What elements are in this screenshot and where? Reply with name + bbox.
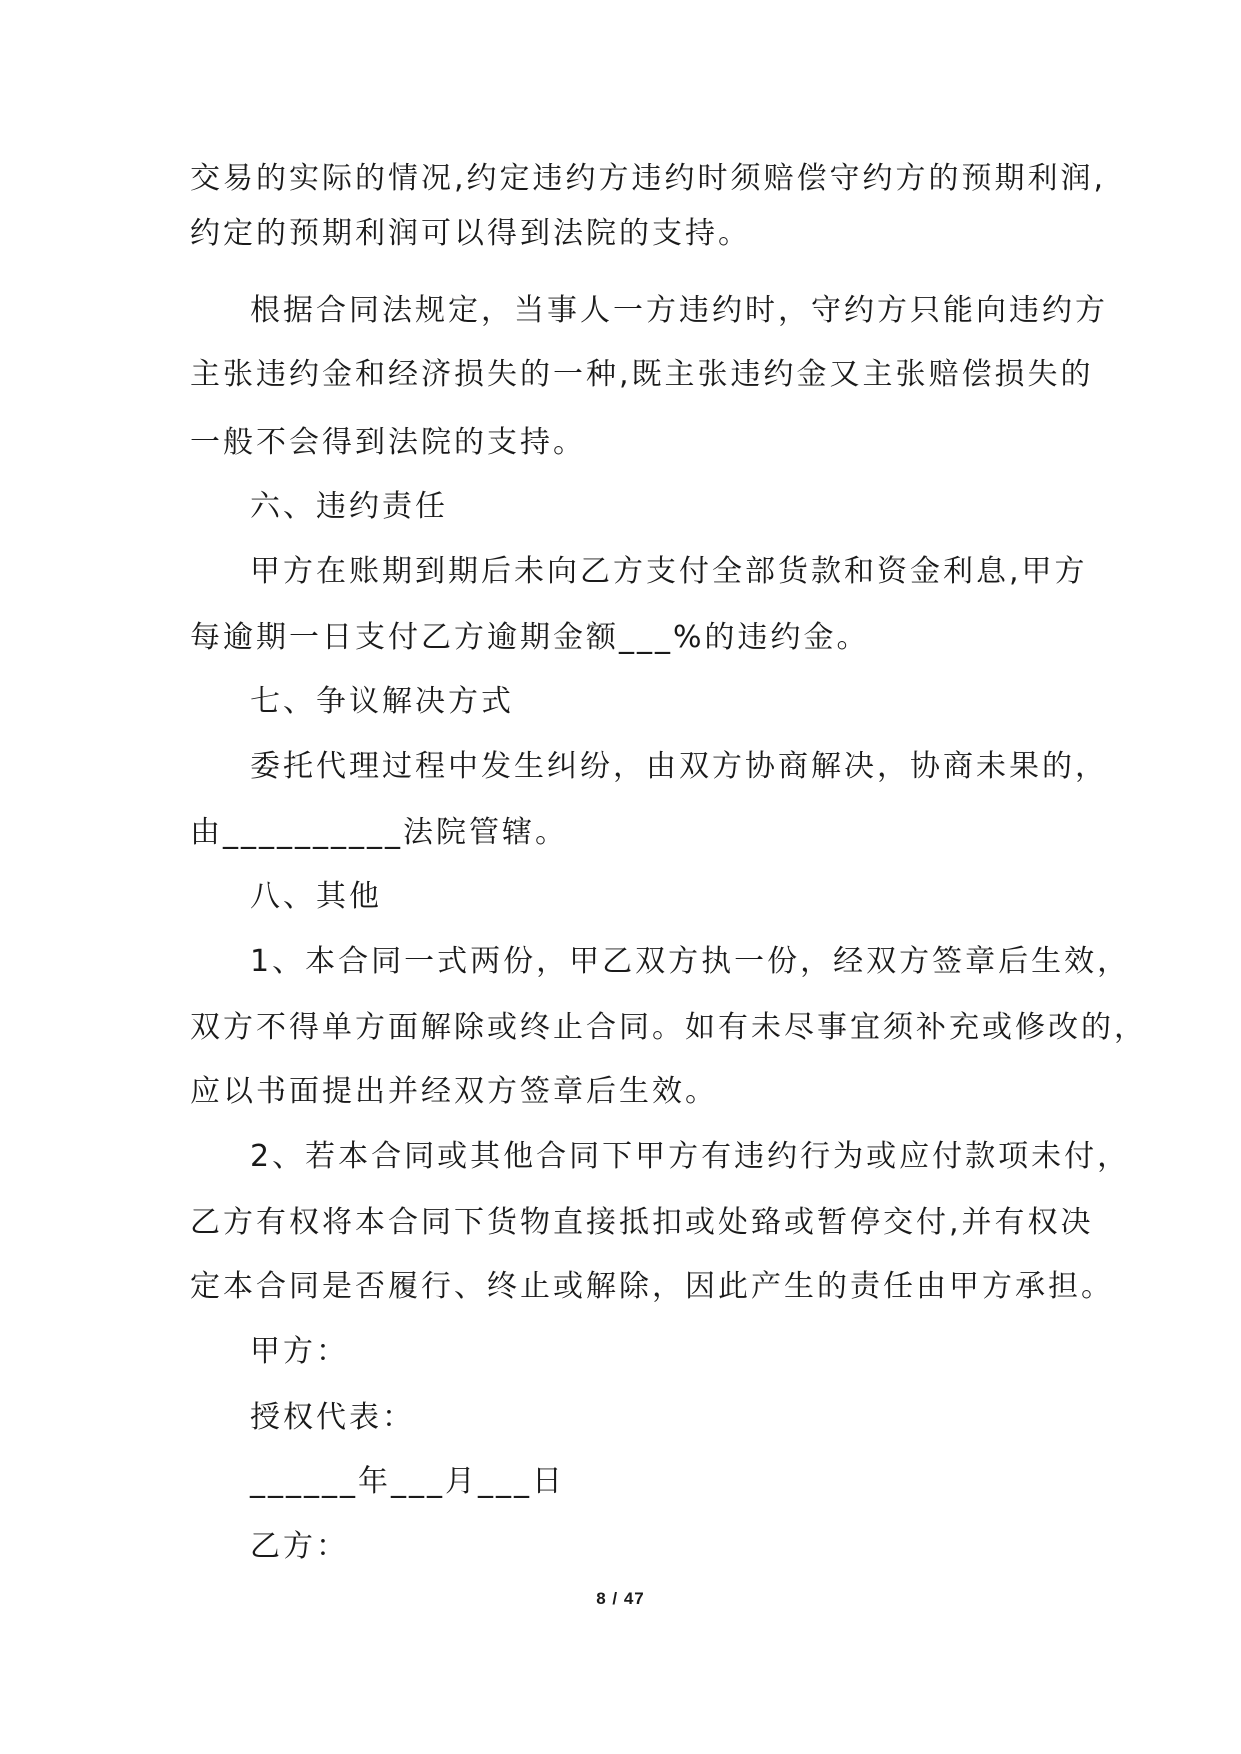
paragraph-start: 2、若本合同或其他合同下甲方有违约行为或应付款项未付， xyxy=(250,1139,1131,1174)
text-line: 一般不会得到法院的支持。 xyxy=(190,425,586,460)
text-line: 定本合同是否履行、终止或解除，因此产生的责任由甲方承担。 xyxy=(190,1269,1114,1304)
signature-label-representative: 授权代表： xyxy=(250,1400,415,1435)
section-heading: 七、争议解决方式 xyxy=(250,684,514,719)
signature-label-party-a: 甲方： xyxy=(250,1334,349,1369)
page-number: 8 / 47 xyxy=(596,1589,645,1608)
paragraph-start: 甲方在账期到期后未向乙方支付全部货款和资金利息,甲方 xyxy=(250,554,1088,589)
paragraph-start: 1、本合同一式两份，甲乙双方执一份，经双方签章后生效， xyxy=(250,944,1131,979)
paragraph-start: 委托代理过程中发生纠纷，由双方协商解决，协商未果的， xyxy=(250,749,1108,784)
text-line: 双方不得单方面解除或终止合同。如有未尽事宜须补充或修改的， xyxy=(190,1010,1147,1045)
text-line: 由__________法院管辖。 xyxy=(190,815,568,850)
signature-label-party-b: 乙方： xyxy=(250,1529,349,1564)
section-heading: 六、违约责任 xyxy=(250,489,448,524)
text-line: 乙方有权将本合同下货物直接抵扣或处臵或暂停交付,并有权决 xyxy=(190,1205,1094,1240)
text-line: 应以书面提出并经双方签章后生效。 xyxy=(190,1074,718,1109)
text-line: 每逾期一日支付乙方逾期金额___%的违约金。 xyxy=(190,620,870,655)
signature-date-blank: ______年___月___日 xyxy=(250,1464,565,1499)
text-line: 约定的预期利润可以得到法院的支持。 xyxy=(190,216,751,251)
text-line: 主张违约金和经济损失的一种,既主张违约金又主张赔偿损失的 xyxy=(190,357,1094,392)
text-line: 交易的实际的情况,约定违约方违约时须赔偿守约方的预期利润, xyxy=(190,161,1107,196)
section-heading: 八、其他 xyxy=(250,879,382,914)
paragraph-start: 根据合同法规定，当事人一方违约时，守约方只能向违约方 xyxy=(250,293,1108,328)
